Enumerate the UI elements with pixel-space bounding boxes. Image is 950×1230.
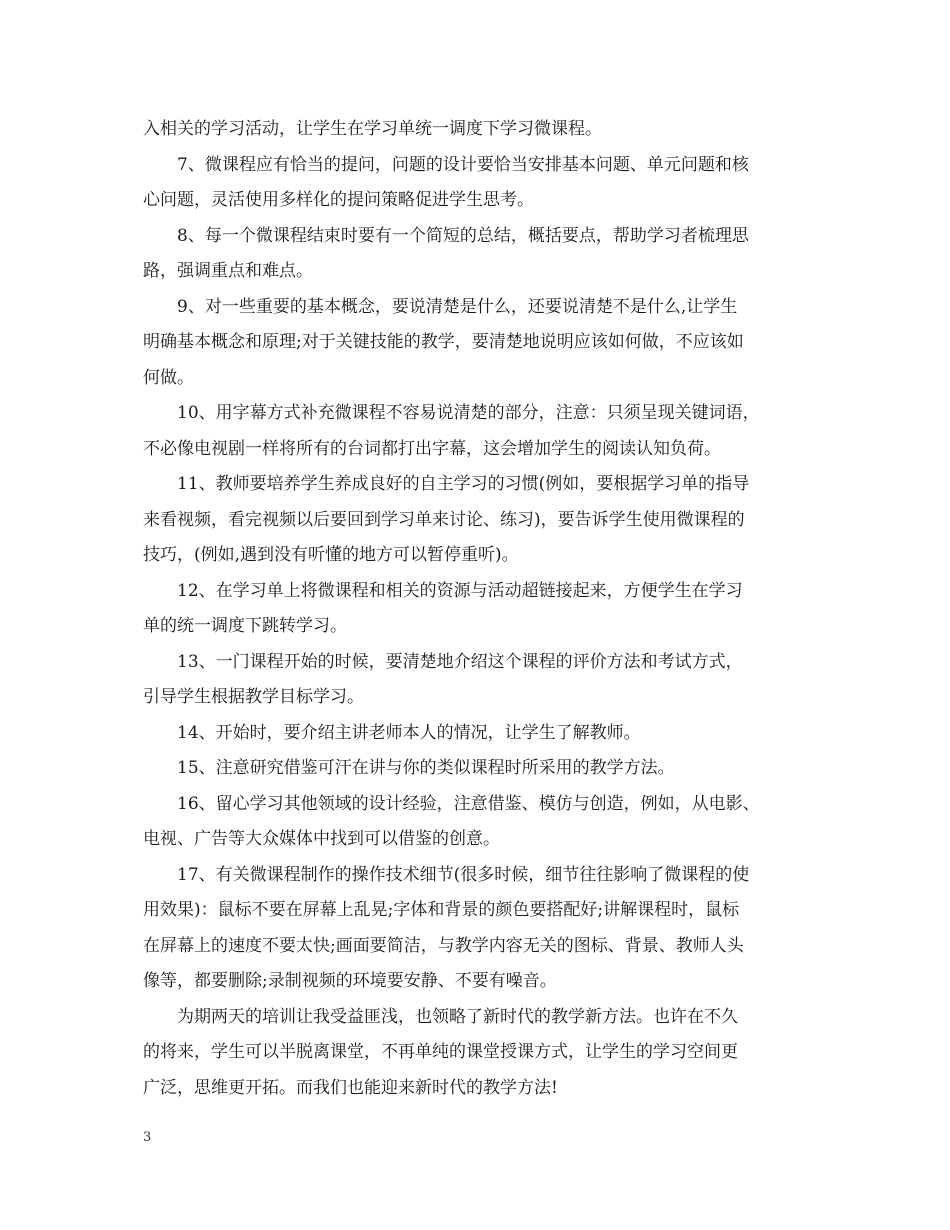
text-line: 用效果)：鼠标不要在屏幕上乱晃;字体和背景的颜色要搭配好;讲解课程时，鼠标 xyxy=(143,900,740,920)
text-line: 像等，都要删除;录制视频的环境要安静、不要有噪音。 xyxy=(143,971,557,991)
text-line: 7、微课程应有恰当的提问，问题的设计要恰当安排基本问题、单元问题和核 xyxy=(177,154,749,175)
text-line: 15、注意研究借鉴可汗在讲与你的类似课程时所采用的教学方法。 xyxy=(177,758,675,778)
text-line: 17、有关微课程制作的操作技术细节(很多时候，细节往往影响了微课程的使 xyxy=(177,864,750,885)
text-line: 9、对一些重要的基本概念，要说清楚是什么，还要说清楚不是什么,让学生 xyxy=(177,296,738,317)
text-line: 13、一门课程开始的时候，要清楚地介绍这个课程的评价方法和考试方式， xyxy=(177,651,743,672)
text-line: 来看视频，看完视频以后要回到学习单来讨论、练习)，要告诉学生使用微课程的 xyxy=(143,509,745,530)
text-line: 8、每一个微课程结束时要有一个简短的总结，概括要点，帮助学习者梳理思 xyxy=(177,225,749,246)
document-body xyxy=(143,112,825,1106)
page-number: 3 xyxy=(143,1130,152,1145)
text-line: 16、留心学习其他领域的设计经验，注意借鉴、模仿与创造，例如，从电影、 xyxy=(177,793,760,814)
text-line: 明确基本概念和原理;对于关键技能的教学，要清楚地说明应该如何做，不应该如 xyxy=(143,332,744,352)
text-line: 10、用字幕方式补充微课程不容易说清楚的部分，注意：只须呈现关键词语， xyxy=(177,403,760,423)
text-line: 引导学生根据教学目标学习。 xyxy=(143,687,364,707)
text-line: 的将来，学生可以半脱离课堂，不再单纯的课堂授课方式，让学生的学习空间更 xyxy=(143,1042,738,1062)
text-line: 在屏幕上的速度不要太快;画面要简洁，与教学内容无关的图标、背景、教师人头 xyxy=(143,935,744,956)
text-line: 电视、广告等大众媒体中找到可以借鉴的创意。 xyxy=(143,829,500,849)
text-line: 11、教师要培养学生养成良好的自主学习的习惯(例如，要根据学习单的指导 xyxy=(177,474,750,494)
text-line: 何做。 xyxy=(143,367,194,388)
text-line: 单的统一调度下跳转学习。 xyxy=(143,616,347,636)
text-line: 12、在学习单上将微课程和相关的资源与活动超链接起来，方便学生在学习 xyxy=(177,580,743,601)
text-line: 广泛，思维更开拓。而我们也能迎来新时代的教学方法! xyxy=(143,1077,558,1098)
text-line: 入相关的学习活动，让学生在学习单统一调度下学习微课程。 xyxy=(143,119,602,139)
text-line: 不必像电视剧一样将所有的台词都打出字幕，这会增加学生的阅读认知负荷。 xyxy=(143,438,721,459)
text-line: 心问题，灵活使用多样化的提问策略促进学生思考。 xyxy=(143,190,534,210)
text-line: 14、开始时，要介绍主讲老师本人的情况，让学生了解教师。 xyxy=(177,722,641,743)
text-line: 技巧，(例如,遇到没有听懂的地方可以暂停重听)。 xyxy=(143,545,519,565)
text-line: 为期两天的培训让我受益匪浅，也领略了新时代的教学新方法。也许在不久 xyxy=(177,1006,738,1027)
text-line: 路，强调重点和难点。 xyxy=(143,261,313,281)
